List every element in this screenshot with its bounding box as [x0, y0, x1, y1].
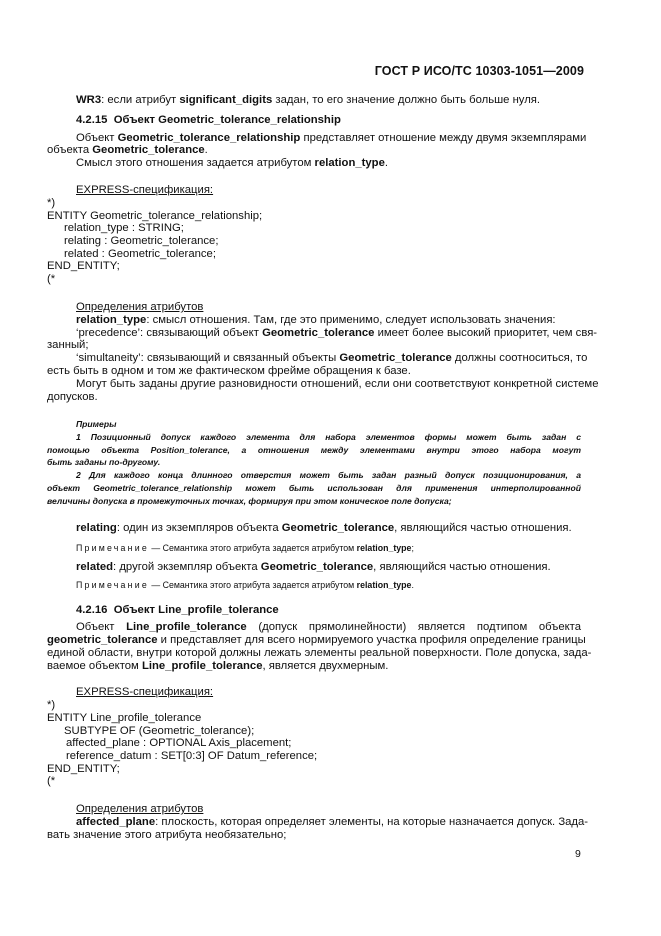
s4215-def-relation-type: relation_type: смысл отношения. Там, где это применимо, следует использовать значения: — [76, 314, 556, 326]
code-line: ENTITY Line_profile_tolerance — [47, 712, 202, 724]
s4215-def-simultaneity: ‘simultaneity’: связывающий и связанный объекты Geometric_tolerance должны соотноситься, то — [76, 352, 588, 364]
code-line: related : Geometric_tolerance; — [64, 248, 216, 260]
code-line: SUBTYPE OF (Geometric_tolerance); — [64, 725, 255, 737]
s4215-p2: Смысл этого отношения задается атрибутом relation_type. — [76, 157, 389, 169]
s4216-def-affected-plane-cont: вать значение этого атрибута необязательно; — [47, 829, 287, 841]
s4215-other-kinds-cont: допусков. — [47, 391, 98, 403]
code-line: (* — [47, 775, 56, 787]
code-line: (* — [47, 273, 56, 285]
note-2: Примечание — Семантика этого атрибута задается атрибутом relation_type. — [76, 580, 414, 590]
wr3-label: WR3 — [76, 94, 102, 106]
s4215-def-related: related: другой экземпляр объекта Geometric_tolerance, являющийся частью отношения. — [76, 561, 551, 573]
wr3-paragraph: WR3: если атрибут significant_digits задан, то его значение должно быть больше нуля. — [76, 94, 541, 106]
code-line: ENTITY Geometric_tolerance_relationship; — [47, 210, 263, 222]
s4215-defs-title: Определения атрибутов — [76, 301, 204, 313]
s4215-def-precedence-cont: занный; — [47, 339, 89, 351]
page-number: 9 — [575, 848, 581, 860]
code-line: relating : Geometric_tolerance; — [64, 235, 219, 247]
s4215-def-simultaneity-cont: есть быть в одном и том же фактическом фрейме обращения к базе. — [47, 365, 411, 377]
code-line: END_ENTITY; — [47, 260, 120, 272]
code-line: relation_type : STRING; — [64, 222, 184, 234]
code-line: END_ENTITY; — [47, 763, 120, 775]
example-2-line3: величины допуска в промежуточных точках, формируя при этом коническое поле допуска; — [47, 496, 452, 506]
example-1-line2: помощью объекта Position_tolerance, а отношения между элементами внутри этого набора могут — [47, 445, 581, 455]
note-1: Примечание — Семантика этого атрибута задается атрибутом relation_type; — [76, 543, 414, 553]
s4216-defs-title: Определения атрибутов — [76, 803, 204, 815]
document-header: ГОСТ Р ИСО/ТС 10303-1051—2009 — [374, 64, 584, 78]
s4215-p1-line2: объекта Geometric_tolerance. — [47, 144, 208, 156]
s4216-def-affected-plane: affected_plane: плоскость, которая определяет элементы, на которые назначается допуск. Зада- — [76, 816, 589, 828]
code-line: reference_datum : SET[0:3] OF Datum_reference; — [66, 750, 318, 762]
s4215-def-relating: relating: один из экземпляров объекта Geometric_tolerance, являющийся частью отношения. — [76, 522, 572, 534]
s4216-express-title: EXPRESS-спецификация: — [76, 686, 214, 698]
s4216-p1-line2: geometric_tolerance и представляет для всего нормируемого участка профиля определение границы — [47, 634, 586, 646]
example-1-line1: 1 Позиционный допуск каждого элемента для набора элементов формы может быть задан с — [76, 432, 581, 442]
s4216-p1-line3: единой области, внутри которой должны лежать элементы реальной поверхности. Поле допуска, зада- — [47, 647, 592, 659]
s4216-p1-line4: ваемое объектом Line_profile_tolerance, является двухмерным. — [47, 660, 389, 672]
code-line: affected_plane : OPTIONAL Axis_placement; — [66, 737, 292, 749]
s4216-p1-line1: Объект Line_profile_tolerance (допуск прямолинейности) является подтипом объекта — [76, 621, 582, 633]
section-4-2-15-heading: 4.2.15 Объект Geometric_tolerance_relationship — [76, 114, 341, 126]
section-4-2-16-heading: 4.2.16 Объект Line_profile_tolerance — [76, 604, 279, 616]
example-2-line1: 2 Для каждого конца длинного отверстия может быть задан разный допуск позиционирования, а — [76, 470, 581, 480]
s4215-def-precedence: ‘precedence’: связывающий объект Geometric_tolerance имеет более высокий приоритет, чем свя- — [76, 327, 598, 339]
example-2-line2: объект Geometric_tolerance_relationship может быть использован для применения интерполированной — [47, 483, 581, 493]
code-line: *) — [47, 699, 56, 711]
s4215-p1-line1: Объект Geometric_tolerance_relationship представляет отношение между двумя экземплярами — [76, 132, 587, 144]
code-line: *) — [47, 197, 56, 209]
s4215-other-kinds: Могут быть заданы другие разновидности отношений, если они соответствуют конкретной системе — [76, 378, 599, 390]
wr3-attr: significant_digits — [179, 94, 273, 106]
example-1-line3: быть заданы по-другому. — [47, 457, 161, 467]
examples-title: Примеры — [76, 419, 117, 429]
s4215-express-title: EXPRESS-спецификация: — [76, 184, 214, 196]
